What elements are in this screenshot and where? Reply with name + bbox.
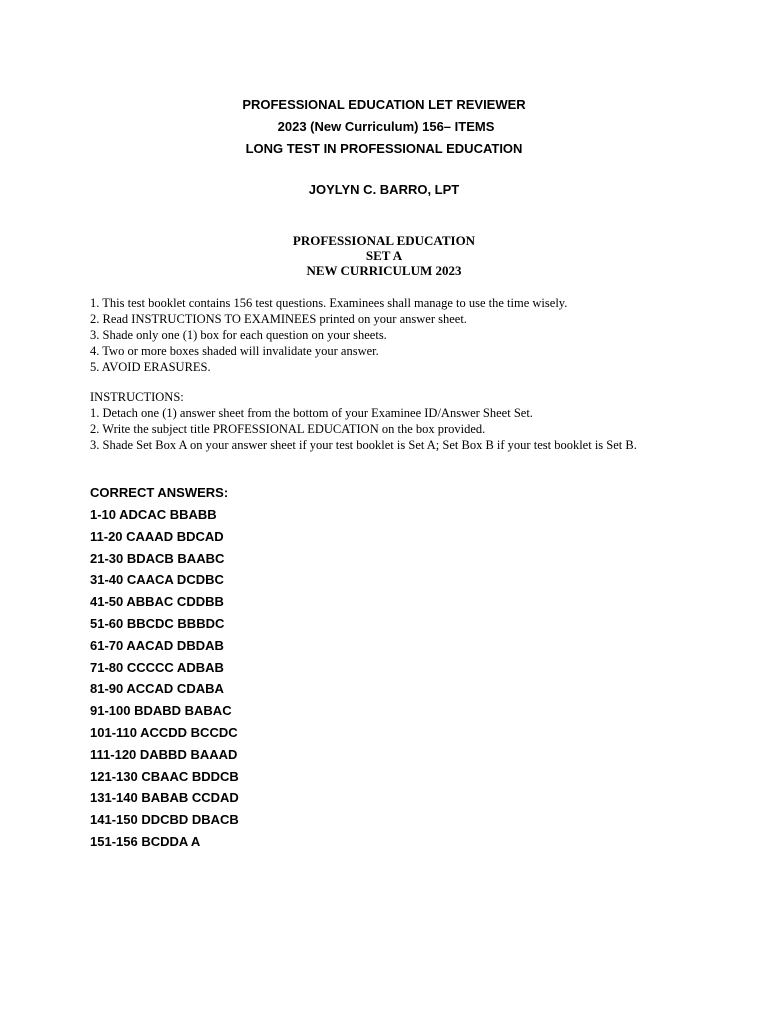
answer-row: 41-50 ABBAC CDDBB: [90, 594, 224, 610]
author-name: JOYLYN C. BARRO, LPT: [308, 182, 460, 197]
answer-key: [90, 482, 490, 853]
answer-row: 71-80 CCCCC ADBAB: [90, 659, 224, 675]
answer-row: 91-100 BDABD BABAC: [90, 703, 232, 719]
answer-row: 51-60 BBCDC BBBDC: [90, 615, 225, 631]
answer-row: 131-140 BABAB CCDAD: [90, 790, 239, 806]
note-item: 4. Two or more boxes shaded will invalidate your answer.: [90, 344, 379, 358]
answer-row: 111-120 DABBD BAAAD: [90, 746, 238, 762]
instruction-item: 3. Shade Set Box A on your answer sheet if your test booklet is Set A; Set Box B if your test booklet is Set B.: [90, 438, 637, 452]
answer-row: 21-30 BDACB BAABC: [90, 550, 225, 566]
answer-row: 1-10 ADCAC BBABB: [90, 507, 217, 522]
answer-row: 31-40 CAACA DCDBC: [90, 572, 224, 588]
set-label: SET A: [365, 248, 403, 263]
answer-row: 11-20 CAAAD BDCAD: [90, 528, 224, 544]
notes-list: [90, 295, 740, 375]
answer-row: 121-130 CBAAC BDDCB: [90, 768, 239, 784]
note-item: 5. AVOID ERASURES.: [90, 360, 211, 374]
note-item: 1. This test booklet contains 156 test questions. Examinees shall manage to use the time wisely.: [90, 296, 568, 310]
instructions-section: [90, 389, 750, 453]
note-item: 3. Shade only one (1) box for each question on your sheets.: [90, 328, 387, 342]
set-heading: [0, 233, 768, 278]
header-test-name: LONG TEST IN PROFESSIONAL EDUCATION: [245, 141, 523, 156]
set-subject: PROFESSIONAL EDUCATION: [292, 233, 476, 248]
header-title: PROFESSIONAL EDUCATION LET REVIEWER: [242, 97, 526, 112]
answer-row: 101-110 ACCDD BCCDC: [90, 724, 238, 740]
answer-key-title: CORRECT ANSWERS:: [90, 485, 229, 500]
instruction-item: 2. Write the subject title PROFESSIONAL EDUCATION on the box provided.: [90, 422, 486, 436]
set-curriculum: NEW CURRICULUM 2023: [306, 263, 462, 278]
instructions-title: INSTRUCTIONS:: [90, 390, 184, 404]
answer-row: 61-70 AACAD DBDAB: [90, 637, 224, 653]
note-item: 2. Read INSTRUCTIONS TO EXAMINEES printed on your answer sheet.: [90, 312, 467, 326]
document-header: [0, 94, 768, 160]
header-subtitle: 2023 (New Curriculum) 156– ITEMS: [277, 119, 495, 134]
answer-row: 81-90 ACCAD CDABA: [90, 681, 224, 697]
instruction-item: 1. Detach one (1) answer sheet from the bottom of your Examinee ID/Answer Sheet Set.: [90, 406, 533, 420]
answer-row: 151-156 BCDDA A: [90, 833, 201, 849]
answer-row: 141-150 DDCBD DBACB: [90, 812, 239, 828]
